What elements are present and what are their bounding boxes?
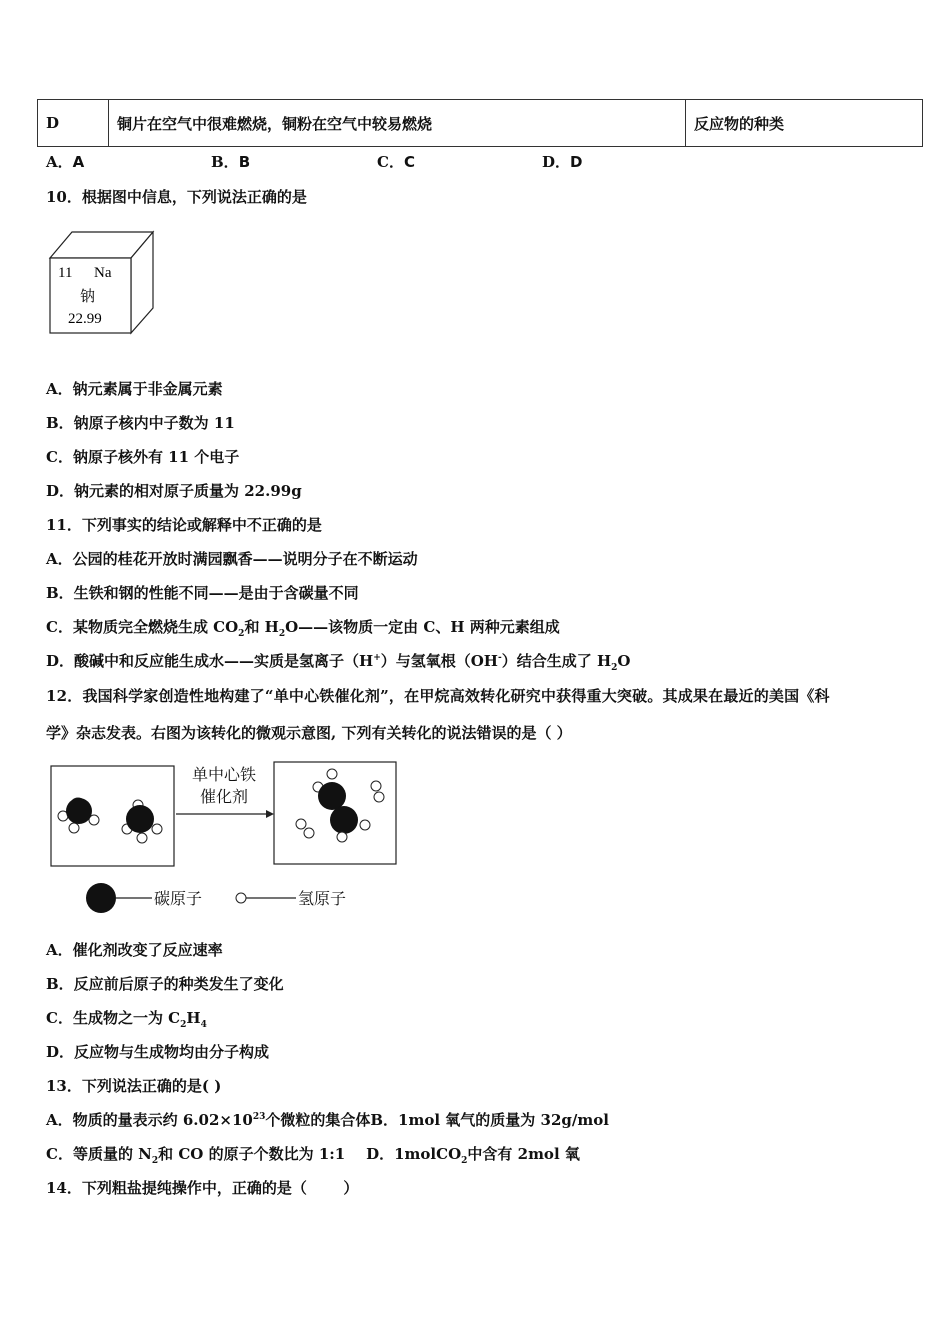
table-cell-fact: 铜片在空气中很难燃烧，铜粉在空气中较易燃烧	[109, 100, 686, 147]
q10-option-d[interactable]: D．钠元素的相对原子质量为 22.99g	[46, 482, 302, 500]
q11-option-d[interactable]: D．酸碱中和反应能生成水——实质是氢离子（H+）与氢氧根（OH-）结合生成了 $H_2O$	[46, 652, 631, 673]
table-row	[38, 100, 923, 147]
legend-carbon-icon	[86, 883, 116, 913]
table-cell-label: D	[38, 100, 109, 147]
q11-option-a[interactable]: A．公园的桂花开放时满园飘香——说明分子在不断运动	[46, 550, 418, 568]
q13-options-ab[interactable]: A．物质的量表示约 $6.02\times 10^{23}$个微粒的集合体B．1mol 氧气的质量为 32g/mol	[46, 1111, 609, 1129]
legend-carbon-label: 碳原子	[154, 889, 203, 908]
q9-option-d[interactable]: D．D	[542, 153, 583, 171]
q11-option-c[interactable]: C．某物质完全燃烧生成 $CO_2$和 $H_2O——$该物质一定由 C、H 两种元素组成	[46, 618, 560, 639]
q9-option-a[interactable]: A．A	[46, 153, 85, 171]
q12-option-a[interactable]: A．催化剂改变了反应速率	[46, 941, 223, 959]
hydrogen-atom	[137, 833, 147, 843]
carbon-atom	[318, 782, 346, 810]
q12-option-b[interactable]: B．反应前后原子的种类发生了变化	[46, 975, 284, 993]
hydrogen-atom	[360, 820, 370, 830]
element-number: 11	[58, 265, 73, 281]
hydrogen-atom	[296, 819, 306, 829]
carbon-atom	[126, 805, 154, 833]
q10-stem: 10．根据图中信息，下列说法正确的是	[46, 188, 307, 206]
legend-hydrogen-icon	[236, 893, 246, 903]
hydrogen-atom	[69, 823, 79, 833]
hydrogen-atom	[152, 824, 162, 834]
methane-conversion-diagram	[46, 758, 406, 920]
q13-stem: 13．下列说法正确的是( )	[46, 1077, 222, 1095]
q11-stem: 11．下列事实的结论或解释中不正确的是	[46, 516, 322, 534]
q10-option-b[interactable]: B．钠原子核内中子数为 11	[46, 414, 235, 432]
table-cell-factor: 反应物的种类	[686, 100, 923, 147]
element-symbol: Na	[94, 265, 112, 281]
catalyst-label: 单中心铁 催化剂	[191, 765, 256, 806]
hydrogen-atom	[374, 792, 384, 802]
hydrogen-atom	[327, 769, 337, 779]
hydrogen-atom	[371, 781, 381, 791]
hydrogen-atom	[304, 828, 314, 838]
q10-option-a[interactable]: A．钠元素属于非金属元素	[46, 380, 223, 398]
q12-option-c[interactable]: C．生成物之一为 $C_2H_4$	[46, 1009, 207, 1030]
q13-options-cd[interactable]: C．等质量的 $N_2$和 CO 的原子个数比为 1:1 D．1molCO$_2$中含有 2mol 氧	[46, 1145, 580, 1166]
sodium-element-card	[46, 228, 158, 336]
q9-option-c[interactable]: C．C	[377, 153, 415, 171]
q14-stem: 14．下列粗盐提纯操作中，正确的是（ ）	[46, 1179, 359, 1197]
carbon-atom	[330, 806, 358, 834]
q11-option-b[interactable]: B．生铁和钢的性能不同——是由于含碳量不同	[46, 584, 359, 602]
element-name: 钠	[80, 287, 96, 305]
q12-option-d[interactable]: D．反应物与生成物均由分子构成	[46, 1043, 270, 1061]
legend-hydrogen-label: 氢原子	[298, 889, 347, 908]
carbon-atom	[66, 798, 92, 824]
q10-option-c[interactable]: C．钠原子核外有 11 个电子	[46, 448, 240, 466]
element-mass: 22.99	[68, 311, 102, 327]
q12-stem-line2: 学》杂志发表。右图为该转化的微观示意图, 下列有关转化的说法错误的是（ ）	[46, 724, 572, 742]
q12-stem-line1: 12．我国科学家创造性地构建了“单中心铁催化剂”，在甲烷高效转化研究中获得重大突破。其成果在最近的美国《科	[46, 687, 830, 705]
q9-option-b[interactable]: B．B	[211, 153, 251, 171]
answer-table	[37, 99, 923, 147]
hydrogen-atom	[337, 832, 347, 842]
